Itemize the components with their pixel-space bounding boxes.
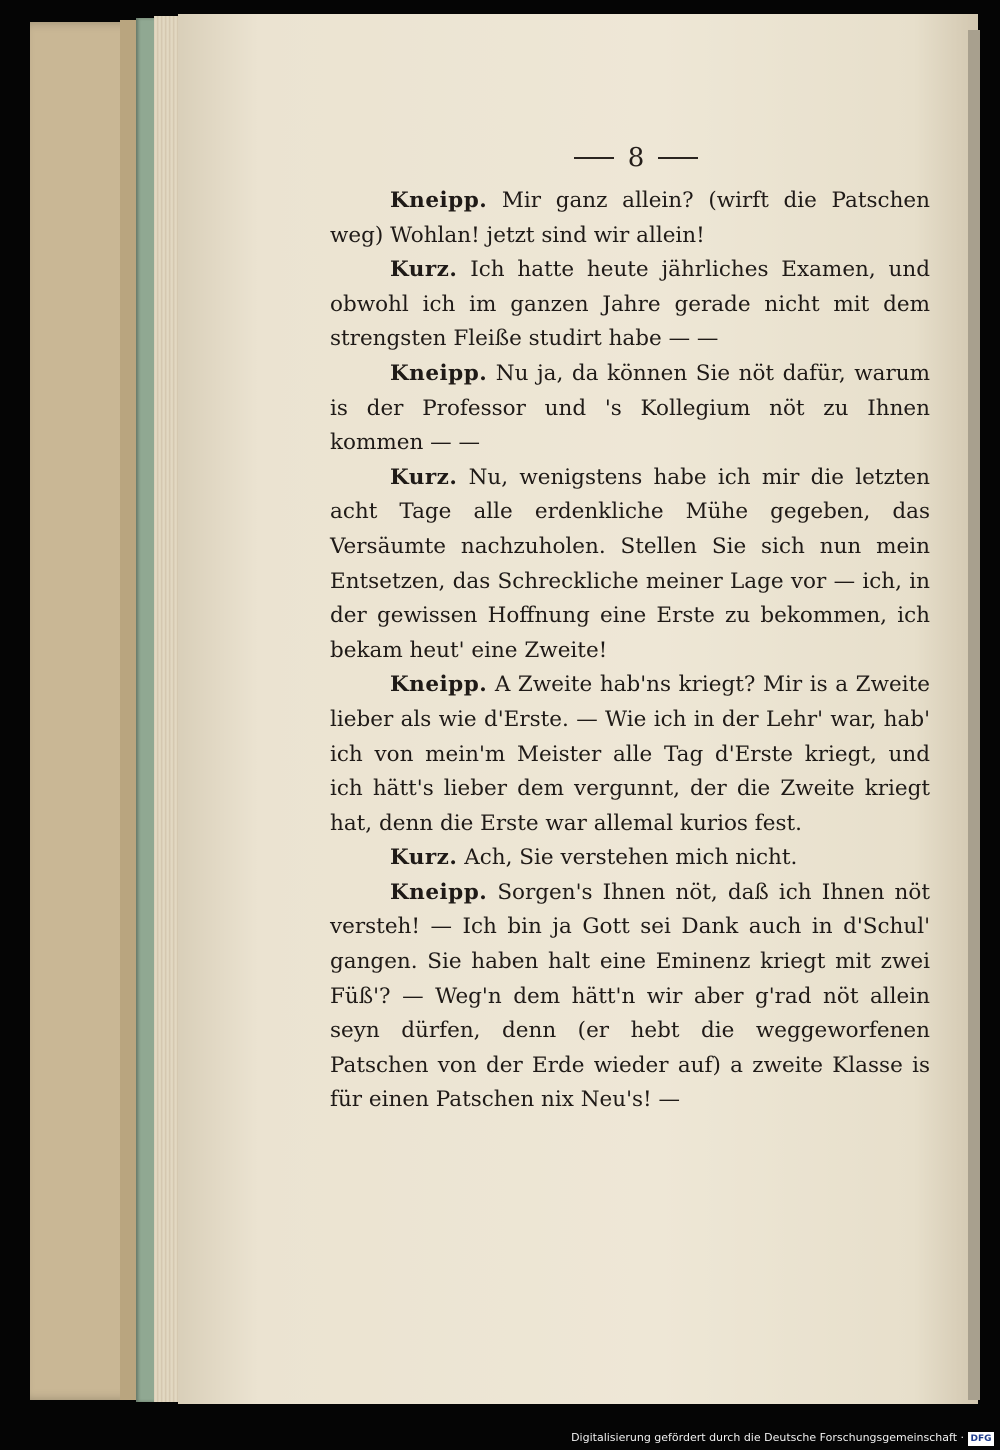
dialogue-line: Ach, Sie verstehen mich nicht. [464,845,798,871]
dialogue-line: A Zweite hab'ns kriegt? Mir is a Zweite lieber als wie d'Erste. — Wie ich in der Lehr' war, hab' ich von mein'm Meister alle Tag d'Erste kriegt, und ich hätt's lieber dem vergunnt, der die Zweite kriegt hat, denn die Erste war allemal kurios fest. [330,672,930,836]
dialogue-line: Ich hatte heute jährliches Examen, und obwohl ich im ganzen Jahre gerade nicht mit dem strengsten Fleiße studirt habe — — [330,257,930,352]
speaker-name: Kneipp. [390,672,488,698]
speaker-name: Kneipp. [390,360,488,386]
dialogue-line: Mir ganz allein? (wirft die Patschen weg) Wohlan! jetzt sind wir allein! [330,188,930,248]
digitization-credit: Digitalisierung gefördert durch die Deutsche Forschungsgemeinschaft · [571,1431,964,1444]
header-rule-left [574,157,614,159]
speaker-name: Kneipp. [390,879,488,905]
speaker-name: Kneipp. [390,188,488,213]
dialogue-paragraph [330,357,930,461]
speaker-name: Kurz. [390,464,458,490]
dialogue-paragraph [330,668,930,841]
speaker-name: Kurz. [390,845,458,871]
dialogue-paragraph [330,253,930,357]
dialogue-text [330,184,930,1118]
page-header [556,138,716,178]
dialogue-line: Sorgen's Ihnen nöt, daß ich Ihnen nöt versteh! — Ich bin ja Gott sei Dank auch in d'Schul' gangen. Sie haben halt eine Eminenz kriegt mit zwei Füß'? — Weg'n dem hätt'n wir aber g'rad nöt allein seyn dürfen, denn (er hebt die weggeworfenen Patschen von der Erde wieder auf) a zweite Klasse is für einen Patschen nix Neu's! — [330,879,930,1113]
dialogue-paragraph [330,461,930,669]
page-stack-edges [154,16,180,1402]
speaker-name: Kurz. [390,257,458,283]
dialogue-paragraph [330,876,930,1118]
page-number: 8 [627,143,645,173]
dialogue-paragraph [330,841,930,876]
dialogue-line: Nu ja, da können Sie nöt dafür, warum is der Professor und 's Kollegium nöt zu Ihnen kommen — — [330,360,930,456]
footer-bar [0,1404,1000,1450]
dfg-logo-icon: DFG [968,1432,994,1446]
dialogue-line: Nu, wenigstens habe ich mir die letzten acht Tage alle erdenkliche Mühe gegeben, das Versäumte nachzuholen. Stellen Sie sich nun mein Entsetzen, das Schreckliche meiner Lage vor — ich, in der gewissen Hoffnung eine Erste zu bekommen, ich bekam heut' eine Zweite! [330,464,930,663]
header-rule-right [658,157,698,159]
page-shadow-edge [968,30,980,1400]
dialogue-paragraph [330,184,930,253]
endpaper-strip [136,18,156,1402]
